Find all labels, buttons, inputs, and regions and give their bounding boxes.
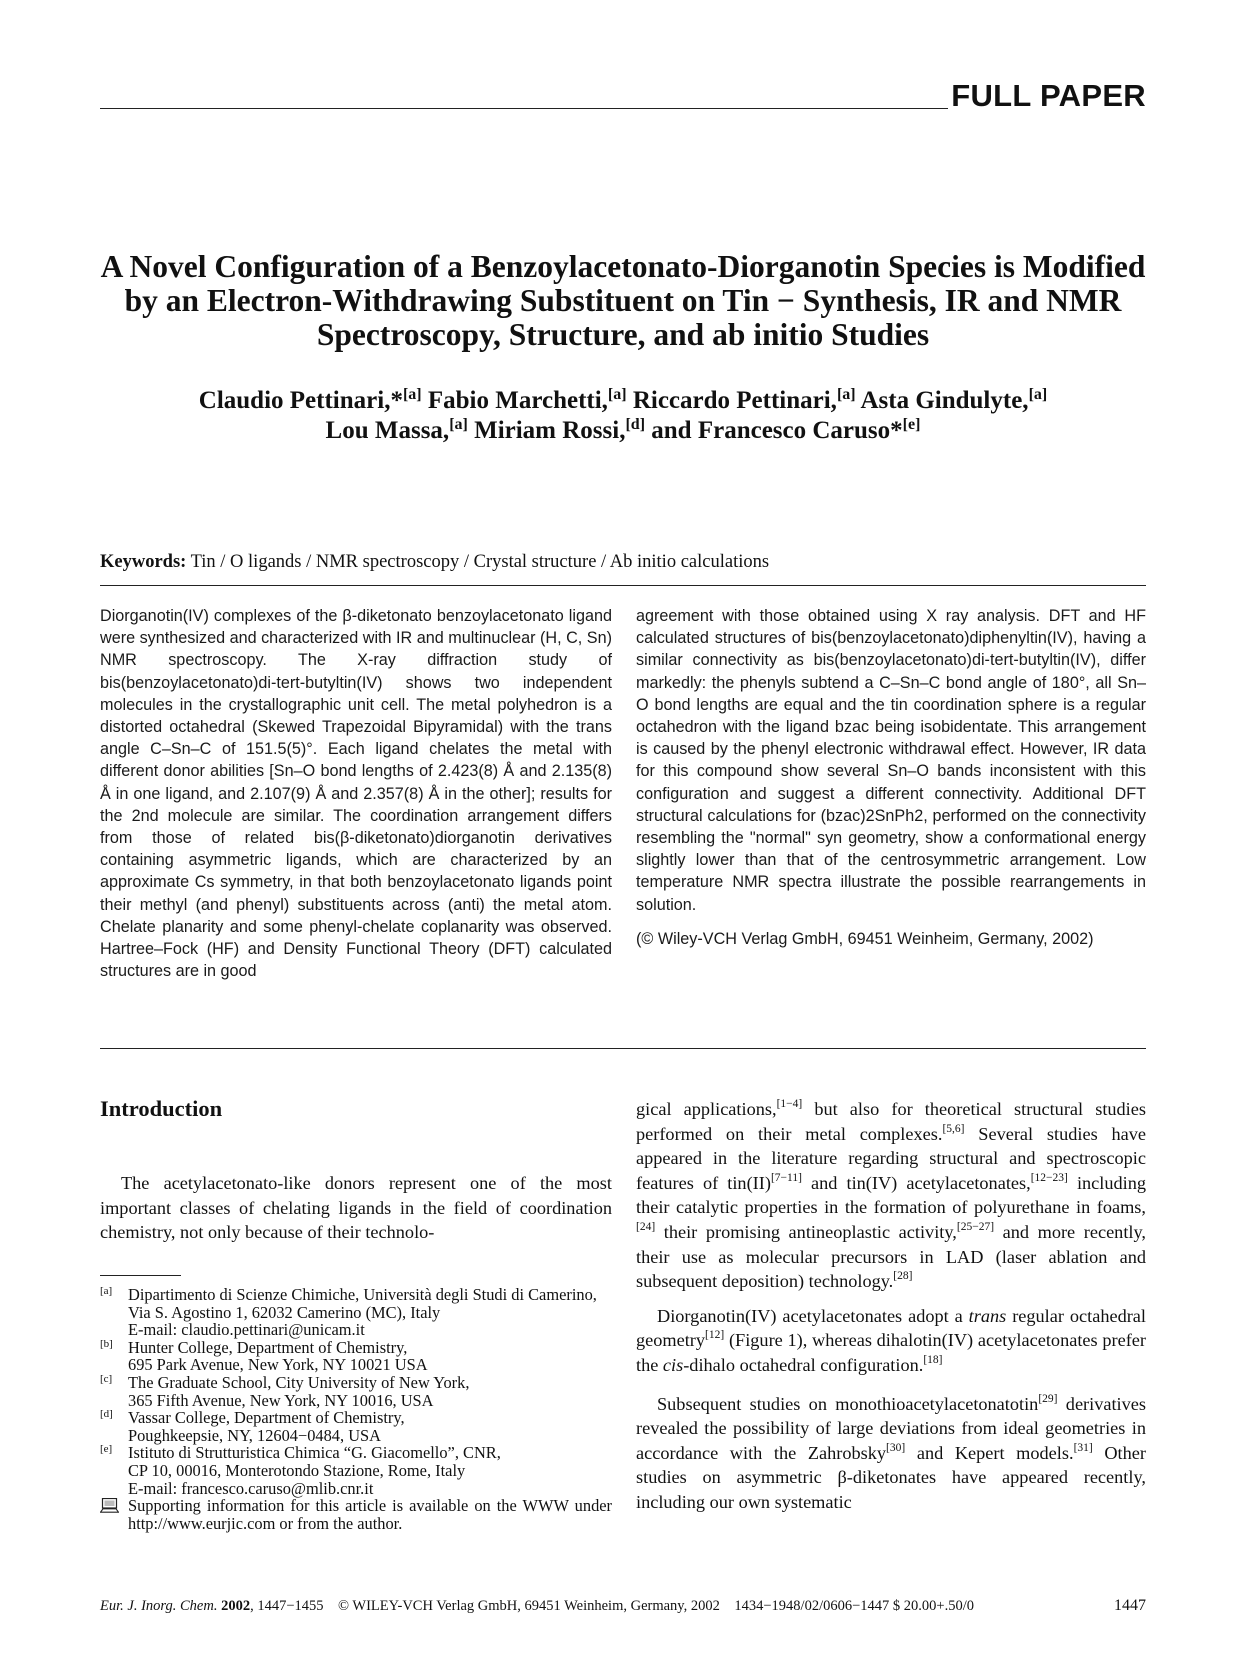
abstract-left-column: Diorganotin(IV) complexes of the β-diketonato benzoylacetonato ligand were synthesized and characterized with IR and multinuclear (H, C, Sn) NMR spectroscopy. The X-ray diffraction study of bis(benzoylacetonato)di-tert-butyltin(IV) shows two independent molecules in the crystallographic unit cell. The metal polyhedron is a distorted octahedral (Skewed Trapezoidal Bipyramidal) with the trans angle C–Sn–C of 151.5(5)°. Each ligand chelates the metal with different donor abilities [Sn–O bond lengths of 2.423(8) Å and 2.135(8) Å in one ligand, and 2.107(9) Å and 2.357(8) Å in the other]; results for the 2nd molecule are similar. The coordination arrangement differs from those of related bis(β-diketonato)diorganotin derivatives containing asymmetric ligands, which are characterized by an approximate Cs symmetry, in that both benzoylacetonato ligands point their methyl (and phenyl) substituents across (anti) the metal atom. Chelate planarity and some phenyl-chelate coplanarity was observed. Hartree–Fock (HF) and Density Functional Theory (DFT) calculated structures are in good [100,607,612,981]
abstract-copyright: (© Wiley-VCH Verlag GmbH, 69451 Weinheim, Germany, 2002) [636,929,1094,948]
header-rule [100,108,948,109]
author: and Francesco Caruso*[e] [651,416,921,444]
footnote: [c] The Graduate School, City University of New York, 365 Fifth Avenue, New York, NY 10016, USA [100,1372,470,1410]
footnote-mark: [a] [100,1285,113,1297]
issn: 1434−1948/02/0606−1447 $ 20.00+.50/0 [734,1598,974,1614]
author: Miriam Rossi,[d] [474,416,646,444]
footnote-rule [100,1275,181,1276]
abstract-top-rule [100,585,1146,586]
abstract-bottom-rule [100,1048,1146,1049]
journal-year: 2002 [221,1598,251,1614]
journal-pages: , 1447−1455 [250,1598,324,1614]
footnote: [b] Hunter College, Department of Chemistry, 695 Park Avenue, New York, NY 10021 USA [100,1337,428,1375]
page-footer [100,1598,1146,1615]
paragraph: Subsequent studies on monothioacetylacetonatotin[29] derivatives revealed the possibility of large deviations from ideal geometries in accordance with the Zahrobsky[30] and Kepert models.[31] Other studies on asymmetric β-diketonates have appeared recently, including our own systematic [636,1392,1147,1512]
footnote: [d] Vassar College, Department of Chemistry, Poughkeepsie, NY, 12604−0484, USA [100,1408,405,1445]
footnote: [a] Dipartimento di Scienze Chimiche, Università degli Studi di Camerino, Via S. Agostino 1, 62032 Camerino (MC), Italy E-mail: claudio.pettinari@unicam.it [100,1285,597,1340]
abstract-right-column [636,605,1146,950]
introduction-right-column [636,1097,1146,1525]
paragraph: Diorganotin(IV) acetylacetonates adopt a trans regular octahedral geometry[12] (Figure 1), whereas dihalotin(IV) acetylacetonates prefer the cis-dihalo octahedral configuration.[18] [636,1305,1146,1375]
introduction-left-text: The acetylacetonato-like donors represent one of the most important classes of chelating ligands in the field of coordination chemistry, not only because of their technolo- [100,1173,612,1243]
keywords [100,552,1146,573]
abstract-text: agreement with those obtained using X ray analysis. DFT and HF calculated structures of bis(benzoylacetonato)diphenyltin(IV), having a similar connectivity as bis(benzoylacetonato)di-tert-butyltin(IV), differ markedly: the phenyls subtend a C–Sn–C bond angle of 180°, all Sn–O bond lengths are equal and the tin coordination sphere is a regular octahedron with the ligand bzac being isobidentate. This arrangement is caused by the phenyl electronic withdrawal effect. However, IR data for this compound show several Sn–O bands inconsistent with this configuration and suggest a different connectivity. Additional DFT structural calculations for (bzac)2SnPh2, performed on the connectivity resembling the "normal" syn geometry, show a conformational energy slightly lower than that of the centrosymmetric arrangement. Low temperature NMR spectra illustrate the possible rearrangements in solution. [636,607,1146,914]
footnote-mark: [c] [100,1372,113,1385]
author: Asta Gindulyte,[a] [860,386,1048,414]
author: Claudio Pettinari,*[a] [198,386,422,414]
paragraph: gical applications,[1−4] but also for theoretical structural studies performed on their metal complexes.[5,6] Several studies have appeared in the literature regarding structural and spectroscopic features of tin(II)[7−11] and tin(IV) acetylacetonates,[12−23] including their catalytic properties in the formation of polyurethane in foams,[24] their promising antineoplastic activity,[25−27] and more recently, their use as molecular precursors in LAD (laser ablation and subsequent deposition) technology.[28] [636,1098,1147,1292]
footnote: [e] Istituto di Strutturistica Chimica “G. Giacomello”, CNR, CP 10, 00016, Monterotondo Stazione, Rome, Italy E-mail: francesco.caruso@mlib.cnr.it [100,1443,501,1498]
introduction-heading: Introduction [100,1096,223,1121]
footnote-mark: [b] [100,1337,113,1350]
keywords-label: Keywords: [100,552,187,572]
footnote-supporting-info: Supporting information for this article is available on the WWW under http://www.eurjic.com or from the author. [100,1497,612,1532]
author: Riccardo Pettinari,[a] [632,386,856,414]
publisher-notice: © WILEY-VCH Verlag GmbH, 69451 Weinheim, Germany, 2002 [338,1598,720,1614]
journal-name: Eur. J. Inorg. Chem. [100,1598,218,1614]
affiliation-footnotes [100,1286,612,1532]
keywords-text: Tin / O ligands / NMR spectroscopy / Crystal structure / Ab initio calculations [190,552,770,572]
author: Lou Massa,[a] [325,416,468,444]
author: Fabio Marchetti,[a] [427,386,627,414]
footnote-mark: [d] [100,1408,113,1421]
author-list [100,386,1146,446]
footnote-mark: [e] [100,1443,113,1456]
computer-icon [100,1498,119,1513]
page-number: 1447 [1114,1597,1146,1614]
section-label: FULL PAPER [951,78,1146,113]
article-title: A Novel Configuration of a Benzoylacetonato-Diorganotin Species is Modified by an Electron-Withdrawing Substituent on Tin − Synthesis, IR and NMR Spectroscopy, Structure, and ab initio Studies [100,249,1146,352]
